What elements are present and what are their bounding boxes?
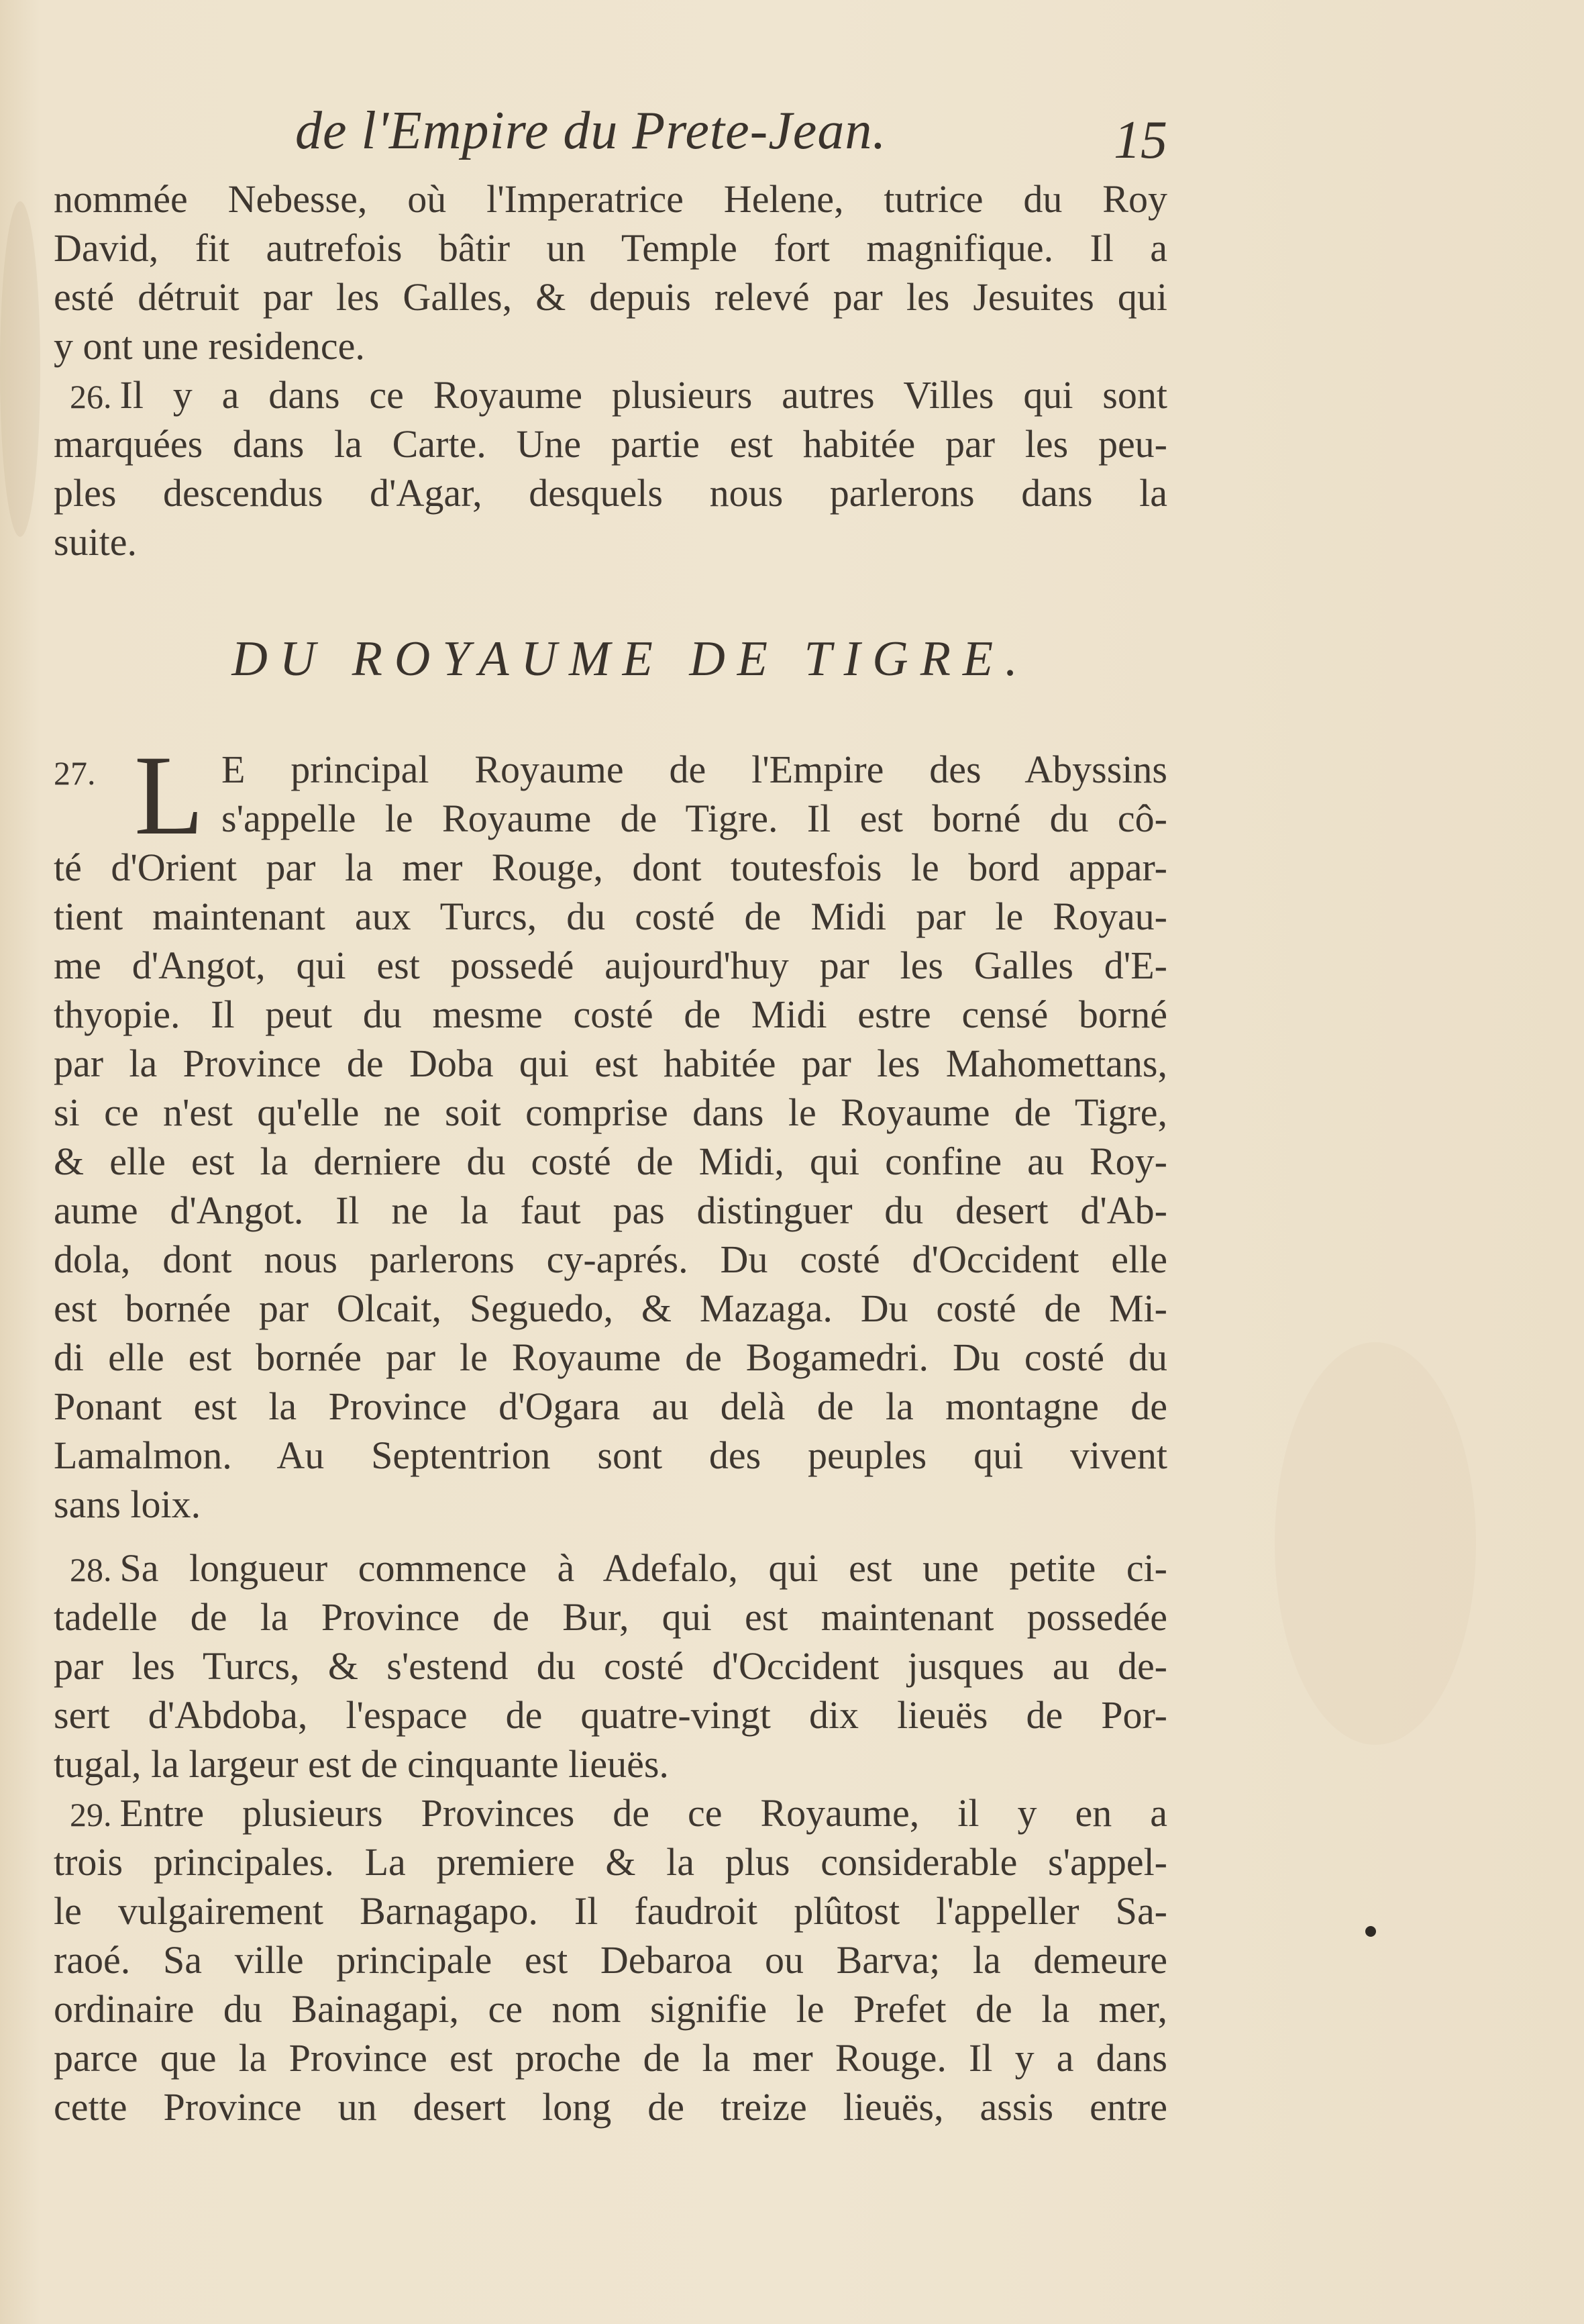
section-heading: DU ROYAUME DE TIGRE. xyxy=(231,631,1030,687)
paper-stain xyxy=(1275,1342,1476,1745)
text-line: sert d'Abdoba, l'espace de quatre-vingt dix lieuës de Por- xyxy=(54,1693,1167,1737)
text-line: est bornée par Olcait, Seguedo, & Mazaga. Du costé de Mi- xyxy=(54,1286,1167,1330)
text-line: s'appelle le Royaume de Tigre. Il est borné du cô- xyxy=(221,797,1167,840)
paragraph-number: 28. xyxy=(70,1551,112,1588)
text-line: esté détruit par les Galles, & depuis relevé par les Jesuites qui xyxy=(54,275,1167,319)
text-line: marquées dans la Carte. Une partie est habitée par les peu- xyxy=(54,422,1167,466)
text-line: E principal Royaume de l'Empire des Abyssins xyxy=(221,748,1167,791)
dropcap-block xyxy=(54,732,1167,858)
paper-stain xyxy=(0,201,40,537)
text-line: tient maintenant aux Turcs, du costé de Midi par le Royau- xyxy=(54,895,1167,938)
running-title: de l'Empire du Prete-Jean. xyxy=(295,101,887,160)
text-line: cette Province un desert long de treize lieuës, assis entre xyxy=(54,2085,1167,2129)
paragraph-29 xyxy=(54,1788,1167,2131)
continued-paragraph xyxy=(54,174,1167,566)
text-line: si ce n'est qu'elle ne soit comprise dans le Royaume de Tigre, xyxy=(54,1091,1167,1134)
text-line: raoé. Sa ville principale est Debaroa ou Barva; la demeure xyxy=(54,1938,1167,1982)
text-line: le vulgairement Barnagapo. Il faudroit plûtost l'appeller Sa- xyxy=(54,1889,1167,1933)
text-line: me d'Angot, qui est possedé aujourd'huy par les Galles d'E- xyxy=(54,944,1167,987)
text-line: par la Province de Doba qui est habitée par les Mahomettans, xyxy=(54,1042,1167,1085)
text-line: y ont une residence. xyxy=(54,324,365,368)
ink-spot xyxy=(1365,1926,1376,1937)
text-line: par les Turcs, & s'estend du costé d'Occident jusques au de- xyxy=(54,1644,1167,1688)
paragraph-29-first-line xyxy=(54,1788,1167,1837)
text-line: ples descendus d'Agar, desquels nous parlerons dans la xyxy=(54,471,1167,515)
text-line: aume d'Angot. Il ne la faut pas distinguer du desert d'Ab- xyxy=(54,1189,1167,1232)
text-line: suite. xyxy=(54,520,138,564)
text-line: sans loix. xyxy=(54,1482,201,1526)
text-line: nommée Nebesse, où l'Imperatrice Helene, tutrice du Roy xyxy=(54,177,1167,221)
paragraph-26-first-line xyxy=(54,370,1167,419)
paragraph-number: 26. xyxy=(70,378,112,415)
text-line: Sa longueur commence à Adefalo, qui est une petite ci- xyxy=(119,1546,1167,1590)
paragraph-28-first-line xyxy=(54,1544,1167,1593)
paragraph-27 xyxy=(54,732,1167,1529)
text-line: Ponant est la Province d'Ogara au delà de la montagne de xyxy=(54,1384,1167,1428)
text-line: Il y a dans ce Royaume plusieurs autres Villes qui sont xyxy=(119,373,1167,417)
text-line: Entre plusieurs Provinces de ce Royaume, il y en a xyxy=(119,1791,1167,1835)
page-header xyxy=(295,101,1167,174)
text-line: parce que la Province est proche de la mer Rouge. Il y a dans xyxy=(54,2036,1167,2080)
text-line: dola, dont nous parlerons cy-aprés. Du costé d'Occident elle xyxy=(54,1237,1167,1281)
text-line: & elle est la derniere du costé de Midi, qui confine au Roy- xyxy=(54,1140,1167,1183)
drop-cap: L xyxy=(134,732,204,858)
text-line: thyopie. Il peut du mesme costé de Midi estre censé borné xyxy=(54,993,1167,1036)
paragraph-number: 27. xyxy=(54,754,96,792)
text-line: tugal, la largeur est de cinquante lieuës. xyxy=(54,1742,669,1786)
text-line: tadelle de la Province de Bur, qui est maintenant possedée xyxy=(54,1595,1167,1639)
paragraph-28 xyxy=(54,1544,1167,1788)
text-line: Lamalmon. Au Septentrion sont des peuples qui vivent xyxy=(54,1433,1167,1477)
text-line: di elle est bornée par le Royaume de Bogamedri. Du costé du xyxy=(54,1335,1167,1379)
text-line: David, fit autrefois bâtir un Temple fort magnifique. Il a xyxy=(54,226,1167,270)
page-number: 15 xyxy=(1114,111,1167,170)
text-line: trois principales. La premiere & la plus considerable s'appel- xyxy=(54,1840,1167,1884)
text-line: té d'Orient par la mer Rouge, dont toutesfois le bord appar- xyxy=(54,846,1167,889)
paragraph-number: 29. xyxy=(70,1796,112,1833)
text-line: ordinaire du Bainagapi, ce nom signifie le Prefet de la mer, xyxy=(54,1987,1167,2031)
dropcap-lines xyxy=(221,745,1167,843)
